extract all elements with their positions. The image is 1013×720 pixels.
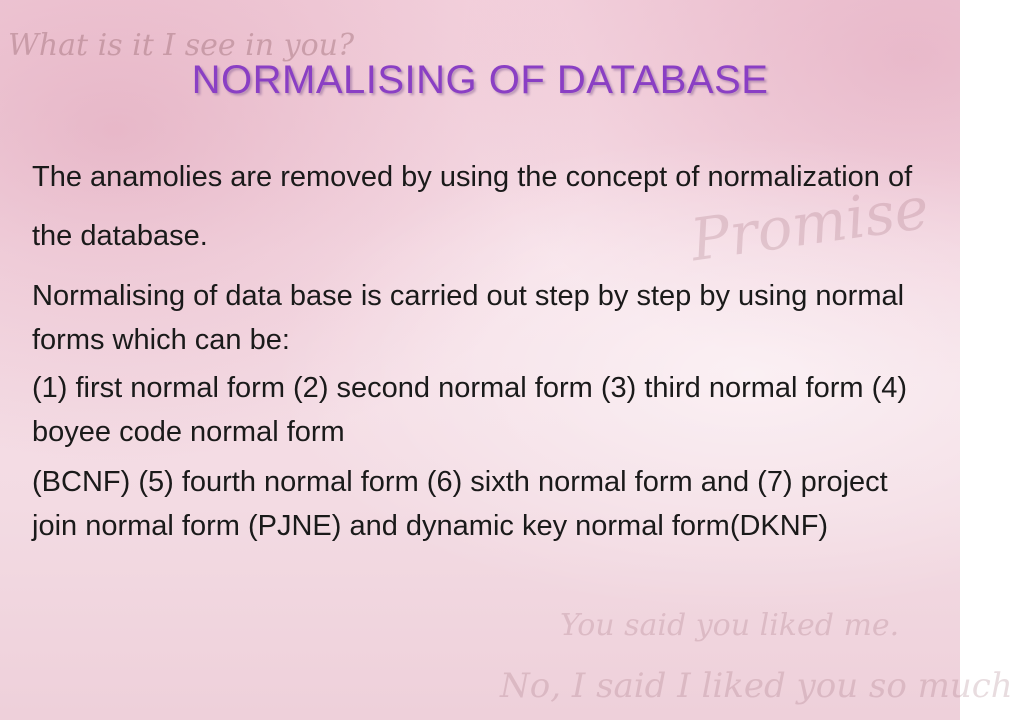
slide-body: [32, 148, 932, 548]
paragraph-anomalies: The anamolies are removed by using the concept of normalization of the database.: [32, 161, 913, 252]
background-watermark-top: What is it I see in you?: [8, 28, 355, 63]
background-watermark-middle: Promise: [686, 173, 933, 275]
slide-title: NORMALISING OF DATABASE: [191, 58, 769, 102]
paragraph-normalising-steps: Normalising of data base is carried out step by step by using normal forms which can be:: [32, 280, 905, 356]
background-watermark-bottom-1: You said you liked me.: [560, 608, 900, 643]
background-watermark-bottom-2: No, I said I liked you so much: [500, 666, 1013, 706]
paragraph-normal-forms-2: (BCNF) (5) fourth normal form (6) sixth normal form and (7) project join normal form (PJNE) and dynamic key normal form(DKNF): [32, 466, 888, 542]
paragraph-normal-forms-1: (1) first normal form (2) second normal form (3) third normal form (4) boyee code normal form: [32, 372, 908, 448]
